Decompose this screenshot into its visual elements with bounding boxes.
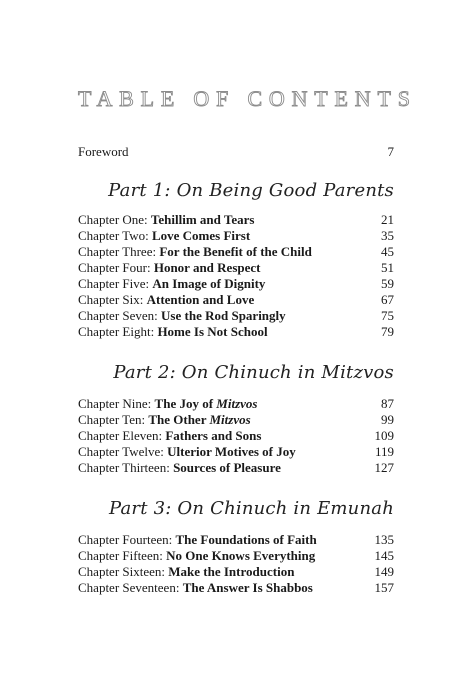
toc-entry[interactable] [78, 564, 394, 580]
chapter-title-italic: Mitzvos [209, 412, 251, 427]
page-number: 119 [374, 444, 394, 459]
page-number: 67 [381, 292, 394, 307]
chapter-number: Chapter Fifteen: [78, 548, 163, 563]
chapter-title: Home Is Not School [157, 324, 268, 339]
toc-entry[interactable] [78, 276, 394, 292]
chapter-number: Chapter Nine: [78, 396, 152, 411]
chapter-number: Chapter Seventeen: [78, 580, 180, 595]
chapter-number: Chapter Eleven: [78, 428, 163, 443]
page-number: 21 [381, 212, 394, 227]
chapter-title: The Other Mitzvos [148, 412, 251, 427]
chapter-number: Chapter Seven: [78, 308, 158, 323]
toc-entry[interactable] [78, 548, 394, 564]
chapter-title: Fathers and Sons [165, 428, 262, 443]
page-number: 109 [374, 428, 394, 443]
page-number: 157 [374, 580, 394, 595]
page-number: 99 [381, 412, 394, 427]
page-number: 7 [387, 144, 394, 159]
page-number: 127 [374, 460, 394, 475]
toc-entry[interactable] [78, 260, 394, 276]
toc-entry[interactable] [78, 244, 394, 260]
chapter-title: Love Comes First [151, 228, 251, 243]
chapter-title: Tehillim and Tears [150, 212, 255, 227]
chapter-title: No One Knows Everything [166, 548, 316, 563]
chapter-number: Chapter Twelve: [78, 444, 164, 459]
chapter-number: Chapter Two: [78, 228, 149, 243]
chapter-number: Chapter Thirteen: [78, 460, 170, 475]
chapter-number: Chapter Sixteen: [78, 564, 166, 579]
chapter-title: The Answer Is Shabbos [182, 580, 313, 595]
toc-entry[interactable] [78, 428, 394, 444]
page-title: TABLE OF CONTENTS [78, 86, 417, 111]
chapter-title: Ulterior Motives of Joy [167, 444, 296, 459]
page-number: 75 [381, 308, 394, 323]
entry-label: Foreword [78, 144, 129, 159]
toc-entry[interactable] [78, 580, 394, 596]
toc-entry[interactable] [78, 444, 394, 460]
chapter-title: For the Benefit of the Child [159, 244, 312, 259]
chapter-number: Chapter Ten: [78, 412, 146, 427]
chapter-number: Chapter Five: [78, 276, 150, 291]
chapter-title: Make the Introduction [168, 564, 295, 579]
toc-entry[interactable] [78, 532, 394, 548]
chapter-number: Chapter Three: [78, 244, 157, 259]
toc-entry-foreword[interactable] [78, 144, 394, 160]
page-number: 135 [374, 532, 394, 547]
chapter-title: An Image of Dignity [152, 276, 266, 291]
toc-entry[interactable] [78, 460, 394, 476]
part-heading: Part 2: On Chinuch in Mitzvos [113, 362, 394, 383]
chapter-number: Chapter Four: [78, 260, 151, 275]
page-number: 87 [381, 396, 394, 411]
chapter-title: Sources of Pleasure [173, 460, 281, 475]
toc-entry[interactable] [78, 396, 394, 412]
toc-entry[interactable] [78, 212, 394, 228]
page-number: 149 [374, 564, 394, 579]
toc-entry[interactable] [78, 412, 394, 428]
chapter-number: Chapter One: [78, 212, 148, 227]
page-number: 35 [381, 228, 394, 243]
toc-entry[interactable] [78, 324, 394, 340]
page-number: 59 [381, 276, 394, 291]
chapter-title-italic: Mitzvos [216, 396, 258, 411]
chapter-title: The Joy of Mitzvos [154, 396, 258, 411]
toc-entry[interactable] [78, 308, 394, 324]
chapter-title: Honor and Respect [153, 260, 261, 275]
part-heading: Part 3: On Chinuch in Emunah [109, 498, 394, 519]
chapter-title: Use the Rod Sparingly [161, 308, 286, 323]
page-number: 145 [374, 548, 394, 563]
page-number: 51 [381, 260, 394, 275]
page-number: 79 [381, 324, 394, 339]
toc-entry[interactable] [78, 228, 394, 244]
chapter-title: The Foundations of Faith [175, 532, 317, 547]
chapter-title: Attention and Love [146, 292, 255, 307]
page-number: 45 [381, 244, 394, 259]
chapter-number: Chapter Fourteen: [78, 532, 173, 547]
part-heading: Part 1: On Being Good Parents [108, 180, 394, 201]
chapter-number: Chapter Eight: [78, 324, 155, 339]
chapter-number: Chapter Six: [78, 292, 144, 307]
toc-entry[interactable] [78, 292, 394, 308]
